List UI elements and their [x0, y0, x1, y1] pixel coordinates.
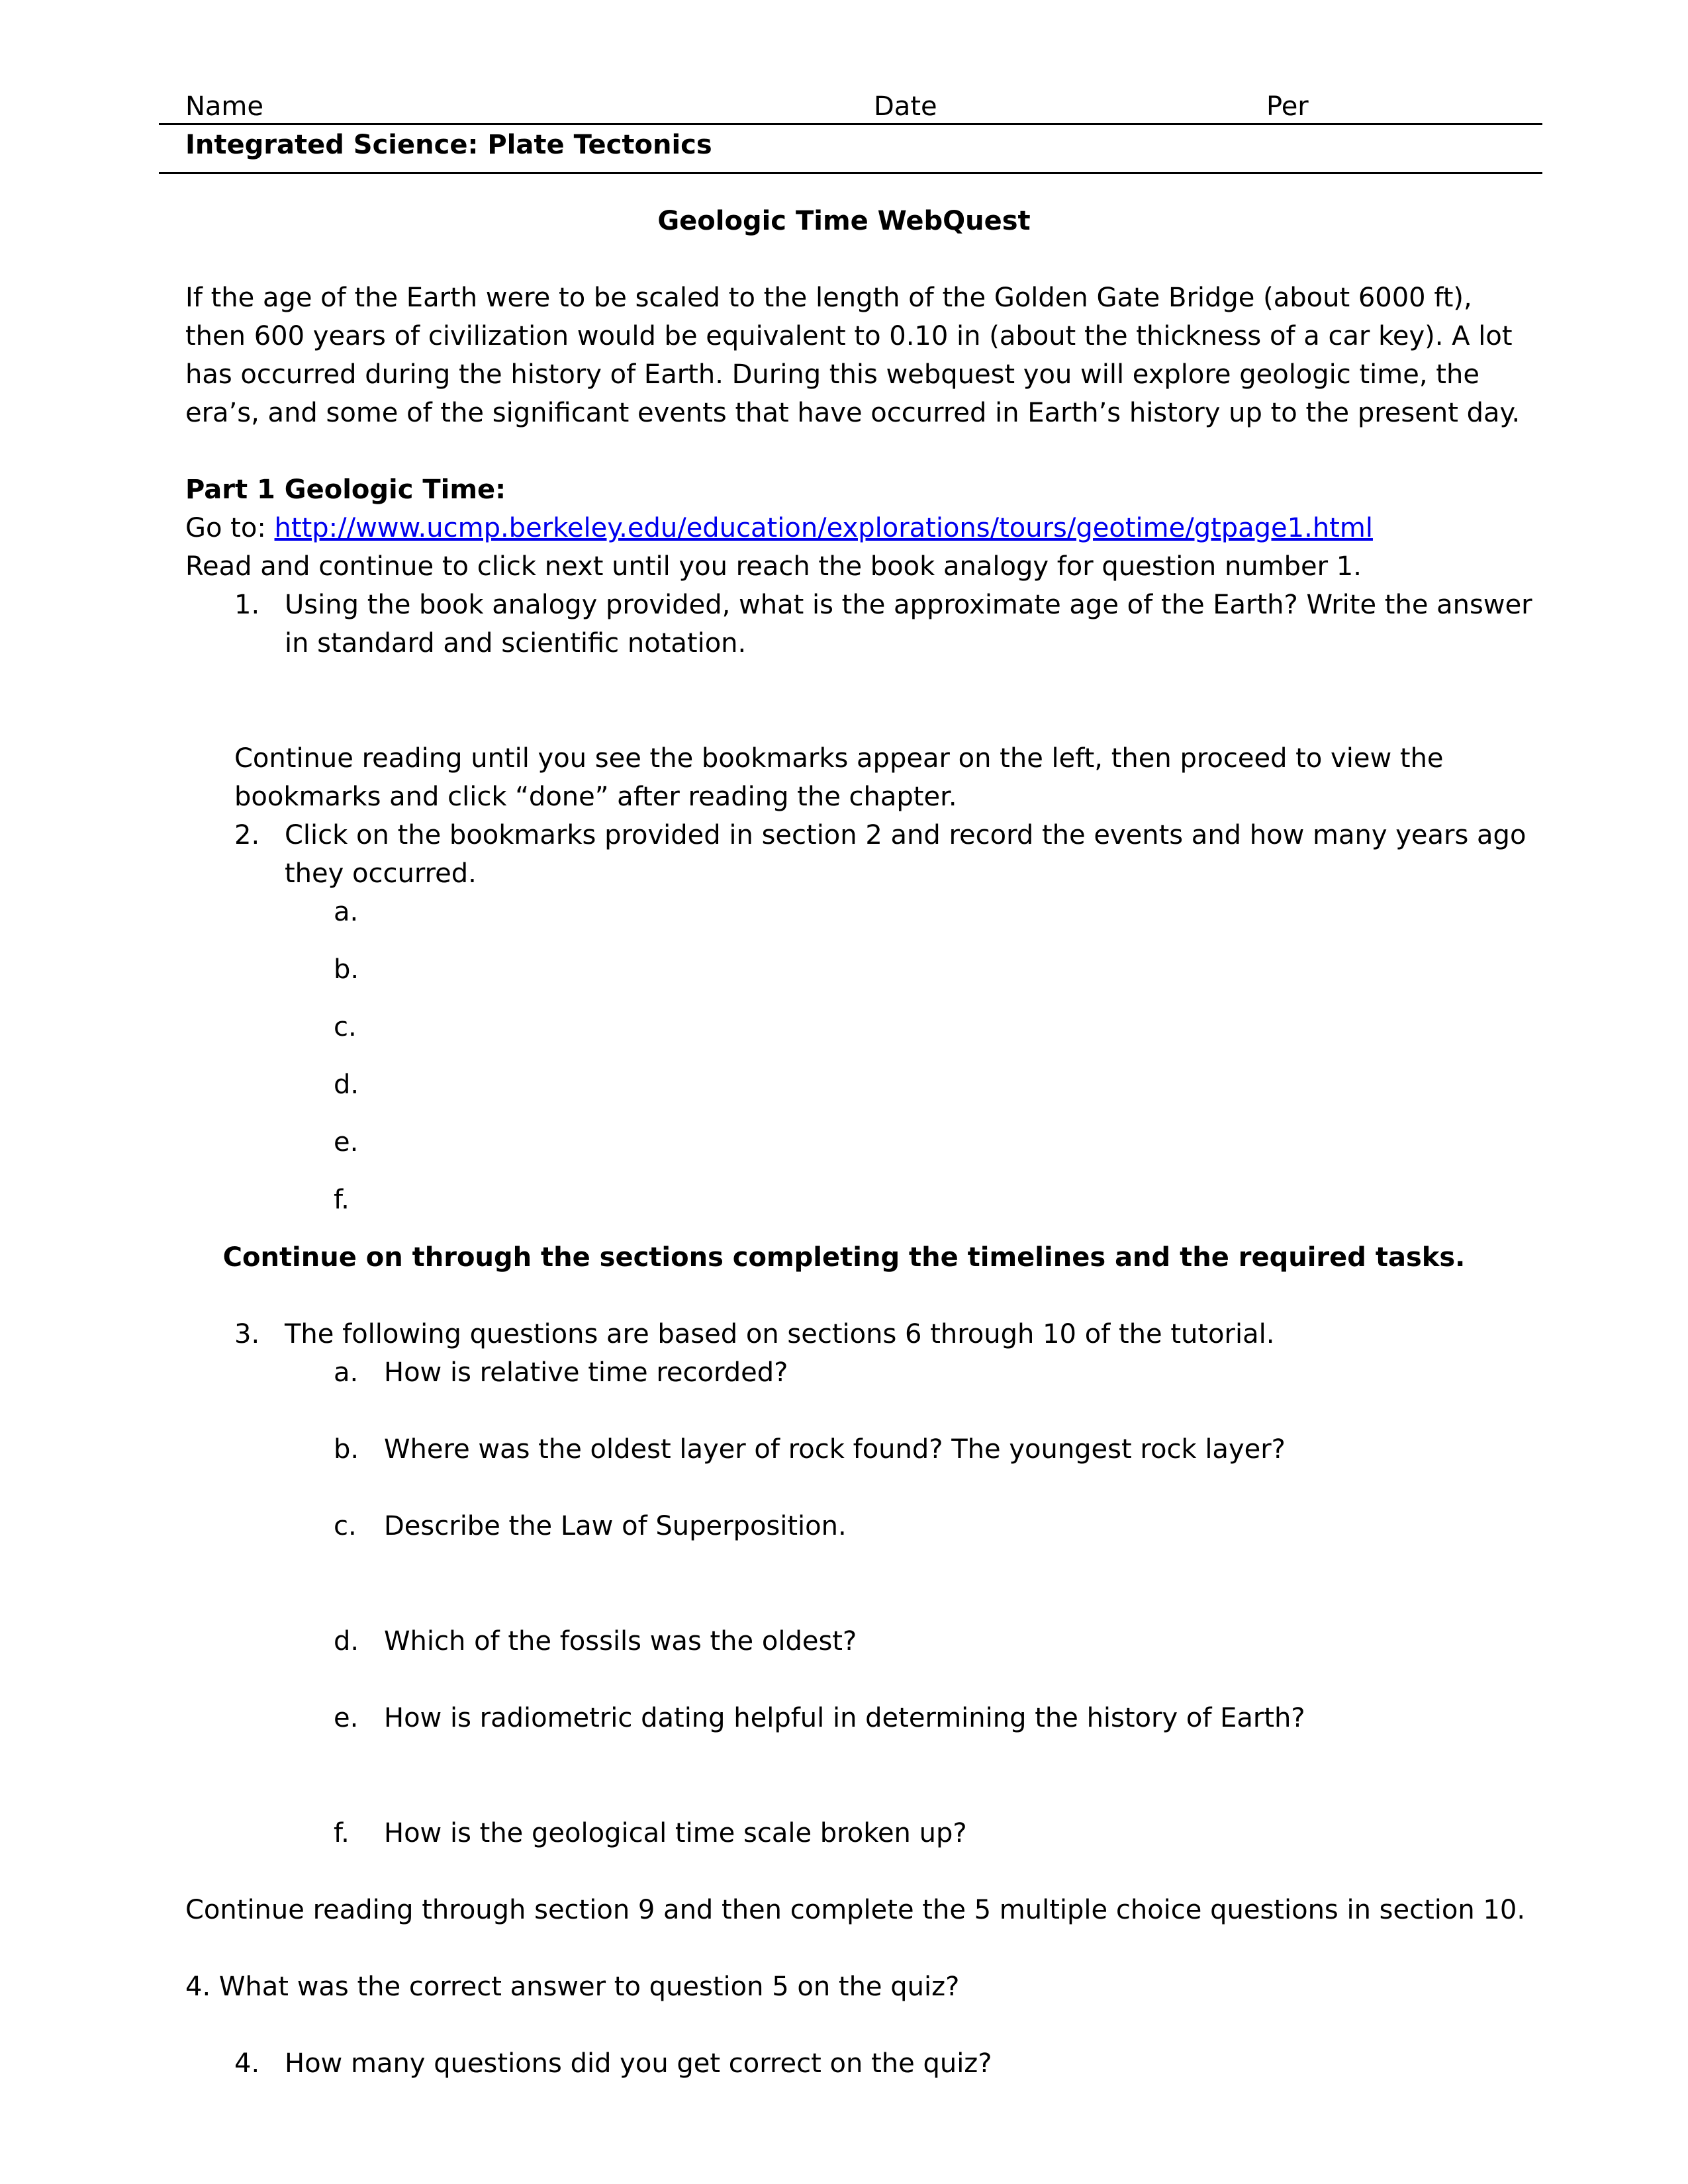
- q2-item-b: b.: [334, 954, 359, 985]
- q2-item-a: a.: [334, 897, 359, 927]
- q3e-letter: e.: [334, 1703, 359, 1733]
- intro-line-1: If the age of the Earth were to be scaled to the length of the Golden Gate Bridge (about 6000 ft),: [185, 283, 1472, 313]
- page-title: Geologic Time WebQuest: [657, 206, 1031, 236]
- q3a-text: How is relative time recorded?: [384, 1357, 788, 1388]
- q3d-text: Which of the fossils was the oldest?: [384, 1626, 857, 1657]
- q3e-text: How is radiometric dating helpful in determining the history of Earth?: [384, 1703, 1305, 1733]
- course-title: Integrated Science: Plate Tectonics: [185, 130, 712, 160]
- webquest-link[interactable]: http://www.ucmp.berkeley.edu/education/explorations/tours/geotime/gtpage1.html: [274, 513, 1373, 543]
- date-label: Date: [874, 91, 937, 122]
- q3-text: The following questions are based on sections 6 through 10 of the tutorial.: [285, 1319, 1275, 1349]
- q2-item-c: c.: [334, 1012, 357, 1042]
- q3c-text: Describe the Law of Superposition.: [384, 1511, 847, 1541]
- q3c-letter: c.: [334, 1511, 357, 1541]
- header-rule-top: [159, 123, 1542, 125]
- part1-heading: Part 1 Geologic Time:: [185, 475, 506, 505]
- header-rule-bottom: [159, 172, 1542, 174]
- q3f-text: How is the geological time scale broken up?: [384, 1818, 967, 1848]
- page-cut-off-region: [0, 2009, 1688, 2079]
- name-label: Name: [185, 91, 264, 122]
- q1-line-2: in standard and scientific notation.: [285, 628, 747, 659]
- q2-number: 2.: [234, 820, 260, 850]
- intro-line-2: then 600 years of civilization would be equivalent to 0.10 in (about the thickness of a car key). A lot: [185, 321, 1513, 351]
- q2-item-d: d.: [334, 1069, 359, 1100]
- q3a-letter: a.: [334, 1357, 359, 1388]
- q2-item-e: e.: [334, 1127, 359, 1158]
- goto-line: [185, 509, 1373, 547]
- q3-number: 3.: [234, 1319, 260, 1349]
- part1-instruction: Read and continue to click next until you reach the book analogy for question number 1.: [185, 551, 1362, 582]
- q2-line-2: they occurred.: [285, 858, 477, 889]
- q2-line-1: Click on the bookmarks provided in section 2 and record the events and how many years ago: [285, 820, 1526, 850]
- continue-bold-note: Continue on through the sections completing the timelines and the required tasks.: [222, 1242, 1466, 1273]
- intro-line-3: has occurred during the history of Earth. During this webquest you will explore geologic time, the: [185, 359, 1479, 390]
- q1-number: 1.: [234, 590, 260, 620]
- q4-text: 4. What was the correct answer to question 5 on the quiz?: [185, 1972, 960, 2002]
- goto-label: Go to:: [185, 513, 275, 543]
- q4b-text: How many questions did you get correct on the quiz?: [285, 2048, 992, 2079]
- continue1-line-1: Continue reading until you see the bookmarks appear on the left, then proceed to view the: [234, 743, 1444, 774]
- q3b-letter: b.: [334, 1434, 359, 1465]
- continue-section9: Continue reading through section 9 and then complete the 5 multiple choice questions in section 10.: [185, 1895, 1526, 1925]
- per-label: Per: [1266, 91, 1309, 122]
- continue1-line-2: bookmarks and click “done” after reading the chapter.: [234, 782, 957, 812]
- q4b-number: 4.: [234, 2048, 260, 2079]
- q3b-text: Where was the oldest layer of rock found? The youngest rock layer?: [384, 1434, 1286, 1465]
- q1-line-1: Using the book analogy provided, what is the approximate age of the Earth? Write the answer: [285, 590, 1532, 620]
- q2-item-f: f.: [334, 1185, 350, 1215]
- q3f-letter: f.: [334, 1818, 350, 1848]
- q3d-letter: d.: [334, 1626, 359, 1657]
- intro-line-4: era’s, and some of the significant events that have occurred in Earth’s history up to the present day.: [185, 398, 1521, 428]
